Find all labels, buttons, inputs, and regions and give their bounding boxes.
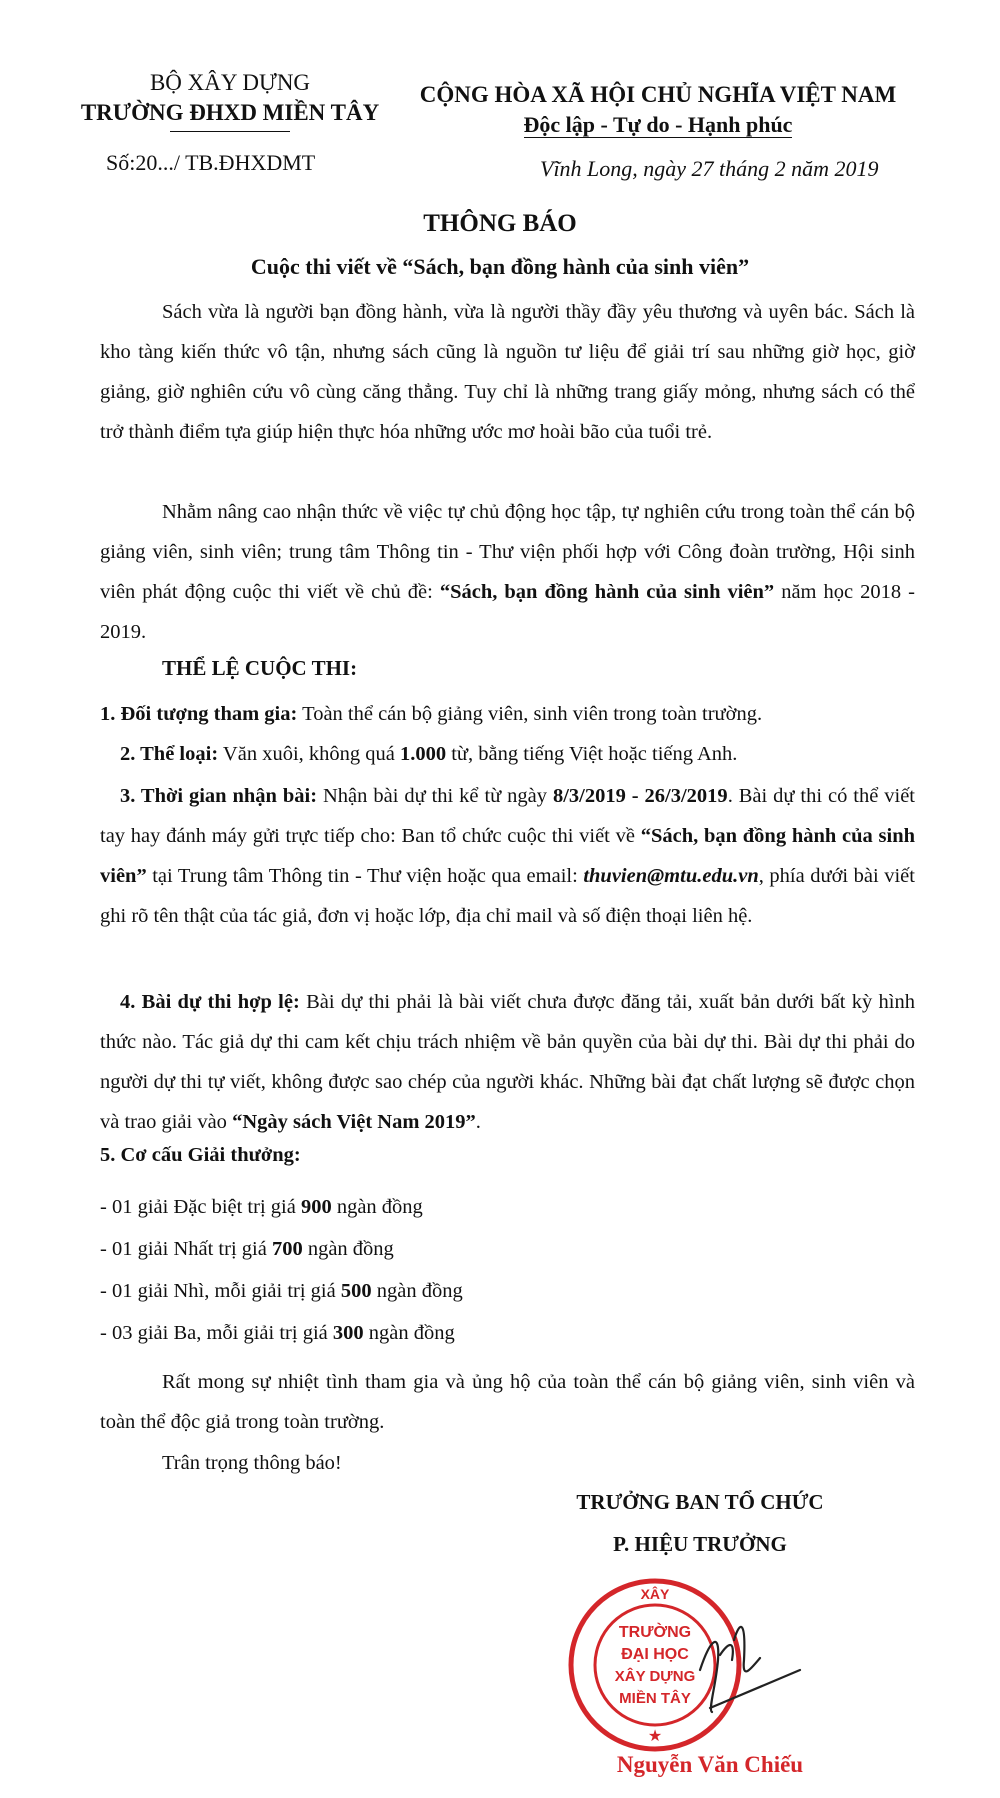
rule-3-dates: 8/3/2019 - 26/3/2019 xyxy=(552,785,728,807)
prize-item: - 01 giải Đặc biệt trị giá 900 ngàn đồng xyxy=(100,1196,423,1218)
contact-email: thuvien@mtu.edu.vn xyxy=(583,865,759,887)
rule-3-text-b: . Bài dự thi có thể viết tay hay đánh máy gửi trực tiếp cho: Ban tổ chức cuộc thi viết về xyxy=(100,785,915,847)
rule-5-label: 5. Cơ cấu Giải thưởng: xyxy=(100,1144,301,1166)
rule-4-text-b: . xyxy=(475,1111,481,1133)
school-name: TRƯỜNG ĐHXD MIỀN TÂY xyxy=(80,100,380,125)
nation-name: CỘNG HÒA XÃ HỘI CHỦ NGHĨA VIỆT NAM xyxy=(419,82,897,107)
signatory-name: Nguyễn Văn Chiếu xyxy=(616,1752,804,1777)
issuer-block xyxy=(62,68,398,132)
rule-2-text-b: từ, bằng tiếng Việt hoặc tiếng Anh. xyxy=(446,743,738,765)
handwritten-signature xyxy=(690,1600,820,1720)
seal-line-2: ĐẠI HỌC xyxy=(621,1646,689,1663)
rules-heading: THỂ LỆ CUỘC THI: xyxy=(162,656,358,680)
rule-3 xyxy=(100,776,915,936)
prize-item: - 01 giải Nhất trị giá 700 ngàn đồng xyxy=(100,1238,394,1260)
intro-text-2 xyxy=(100,492,915,652)
contest-theme: “Sách, bạn đồng hành của sinh viên” xyxy=(439,581,775,603)
prize-item: - 03 giải Ba, mỗi giải trị giá 300 ngàn đồng xyxy=(100,1322,455,1344)
signatory-role-2: P. HIỆU TRƯỞNG xyxy=(613,1532,787,1556)
intro-paragraph-2 xyxy=(100,492,915,652)
rule-3-text-c: tại Trung tâm Thông tin - Thư viện hoặc qua email: xyxy=(146,865,584,887)
seal-star-icon: ★ xyxy=(647,1726,663,1745)
intro-text-2a: Nhằm nâng cao nhận thức về việc tự chủ động học tập, tự nghiên cứu trong toàn thể cán bộ giảng viên, sinh viên; trung tâm Thông tin - Thư viện phối hợp với Công đoàn trường, Hội sinh viên phát động cuộc thi viết về chủ đề: xyxy=(100,501,915,603)
document-subtitle: Cuộc thi viết về “Sách, bạn đồng hành của sinh viên” xyxy=(250,254,750,279)
national-motto xyxy=(402,110,914,140)
motto-text: Độc lập - Tự do - Hạnh phúc xyxy=(523,112,793,137)
seal-line-3: XÂY DỰNG xyxy=(614,1668,696,1685)
rule-1-text: Toàn thể cán bộ giảng viên, sinh viên trong toàn trường. xyxy=(297,703,763,725)
document-title: THÔNG BÁO xyxy=(423,210,577,237)
rule-1-label: 1. Đối tượng tham gia: xyxy=(100,703,298,725)
rule-3-label: 3. Thời gian nhận bài: xyxy=(120,785,318,807)
prize-list xyxy=(100,1186,463,1354)
rule-4-event: “Ngày sách Việt Nam 2019” xyxy=(232,1111,476,1133)
rule-4 xyxy=(100,982,915,1142)
rule-4-text-a: Bài dự thi phải là bài viết chưa được đăng tải, xuất bản dưới bất kỳ hình thức nào. Tác giả dự thi cam kết chịu trách nhiệm về bản quyền của bài dự thi. Bài dự thi phải do người dự thi tự viết, không được sao chép của người khác. Những bài đạt chất lượng sẽ được chọn và trao giải vào xyxy=(100,991,915,1133)
nation-block xyxy=(402,80,914,140)
intro-paragraph-1 xyxy=(100,292,915,452)
rule-2-word-limit: 1.000 xyxy=(399,743,447,765)
closing-regards: Trân trọng thông báo! xyxy=(162,1452,342,1474)
rule-3-text-a: Nhận bài dự thi kể từ ngày xyxy=(317,785,553,807)
place-date: Vĩnh Long, ngày 27 tháng 2 năm 2019 xyxy=(540,156,879,181)
signatory-role-1: TRƯỞNG BAN TỔ CHỨC xyxy=(576,1490,824,1514)
rule-3-theme: “Sách, bạn đồng hành của sinh viên” xyxy=(100,825,915,887)
rule-2-text-a: Văn xuôi, không quá xyxy=(218,743,400,765)
rule-3-text-d: , phía dưới bài viết ghi rõ tên thật của tác giả, đơn vị hoặc lớp, địa chỉ mail và số điện thoại liên hệ. xyxy=(100,865,915,927)
seal-line-4: MIỀN TÂY xyxy=(619,1690,691,1707)
closing-paragraph xyxy=(100,1362,915,1442)
closing-text: Rất mong sự nhiệt tình tham gia và ủng hộ của toàn thể cán bộ giảng viên, sinh viên và toàn thể độc giả trong toàn trường. xyxy=(100,1371,915,1433)
intro-text-1: Sách vừa là người bạn đồng hành, vừa là người thầy đầy yêu thương và uyên bác. Sách là kho tàng kiến thức vô tận, nhưng sách cũng là nguồn tư liệu để giải trí sau những giờ học, giờ giảng, giờ nghiên cứu vô cùng căng thẳng. Tuy chỉ là những trang giấy mỏng, nhưng sách có thể trở thành điểm tựa giúp hiện thực hóa những ước mơ hoài bão của tuổi trẻ. xyxy=(100,301,915,443)
prize-item: - 01 giải Nhì, mỗi giải trị giá 500 ngàn đồng xyxy=(100,1280,463,1302)
rule-4-label: 4. Bài dự thi hợp lệ: xyxy=(120,991,300,1013)
intro-text-2c: năm học 2018 - 2019. xyxy=(100,581,915,643)
ministry-name: BỘ XÂY DỰNG xyxy=(149,70,311,95)
issuer-underline xyxy=(170,131,290,132)
rule-2 xyxy=(100,734,915,774)
rule-2-label: 2. Thể loại: xyxy=(120,743,219,765)
rule-1 xyxy=(100,694,915,734)
seal-ring-text: XÂY xyxy=(640,1586,670,1602)
document-number: Số:20.../ TB.ĐHXDMT xyxy=(106,150,316,175)
seal-line-1: TRƯỜNG xyxy=(618,1624,692,1641)
